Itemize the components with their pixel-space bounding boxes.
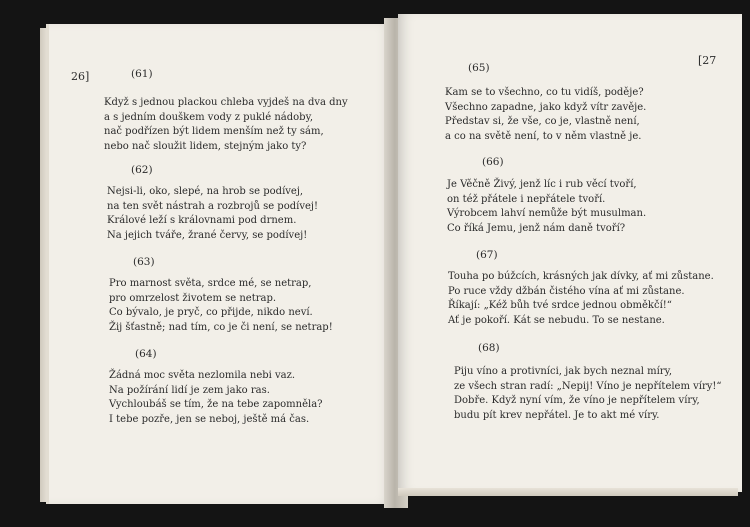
poem-number: (64) [135, 348, 157, 360]
poem-number: (61) [131, 68, 153, 80]
poem-line: Žádná moc světa nezlomila nebi vaz. [109, 370, 296, 381]
poem-number: (65) [468, 62, 490, 74]
poem-line: Když s jednou plackou chleba vyjdeš na dva dny [104, 97, 348, 108]
poem-line: I tebe pozře, jen se neboj, ještě má čas. [109, 413, 310, 425]
poem-line: Dobře. Když nyní vím, že víno je nepřítelem víry, [454, 395, 700, 407]
poem-61 [131, 68, 153, 90]
poem-line: na ten svět nástrah a rozbrojů se podívej! [107, 200, 319, 212]
poem-line: Piju víno a protivníci, jak bych neznal míry, [454, 366, 673, 377]
poem-line: Říkají: „Kéž bůh tvé srdce jednou obměkčí!“ [448, 300, 672, 312]
poem-63 [133, 256, 155, 278]
poem-67-text [448, 270, 714, 328]
poem-line: pro omrzelost životem se netrap. [109, 292, 277, 304]
poem-line: ze všech stran radí: „Nepij! Víno je nepřítelem víry!“ [454, 380, 722, 392]
poem-61-text [104, 96, 348, 154]
poem-line: budu pít krev nepřátel. Je to akt mé víry. [454, 409, 660, 421]
poem-line: Pro marnost světa, srdce mé, se netrap, [109, 278, 312, 289]
left-page [46, 24, 393, 504]
left-page-number: 26] [71, 70, 90, 83]
poem-66-text [447, 178, 646, 236]
poem-number: (63) [133, 256, 155, 268]
poem-68-text [454, 365, 722, 423]
poem-67 [476, 249, 498, 271]
poem-number: (62) [131, 164, 153, 176]
poem-line: nač podřízen být lidem menším než ty sám, [104, 126, 324, 138]
poem-line: on též přátele i nepřátele tvoří. [447, 193, 606, 205]
poem-62 [131, 164, 153, 186]
poem-number: (67) [476, 249, 498, 261]
right-page-number: [27 [698, 54, 717, 67]
poem-line: a co na světě není, to v něm vlastně je. [445, 130, 642, 142]
poem-line: Žij šťastně; nad tím, co je či není, se netrap! [109, 321, 333, 333]
poem-63-text [109, 277, 333, 335]
poem-line: Nejsi-li, oko, slepé, na hrob se podívej, [107, 186, 304, 197]
poem-64-text [109, 369, 323, 427]
poem-line: Všechno zapadne, jako když vítr zavěje. [445, 101, 647, 113]
poem-line: Představ si, že vše, co je, vlastně není, [445, 116, 640, 128]
right-page-edges [398, 488, 738, 496]
poem-line: Výrobcem lahví nemůže být musulman. [447, 208, 647, 220]
poem-line: Co bývalo, je pryč, co přijde, nikdo neví. [109, 307, 313, 319]
poem-line: Po ruce vždy džbán čistého vína ať mi zůstane. [448, 285, 685, 297]
poem-66 [482, 156, 504, 178]
poem-line: Na jejich tváře, žrané červy, se podívej! [107, 229, 308, 241]
poem-64 [135, 348, 157, 370]
poem-line: Na požírání lidí je zem jako ras. [109, 384, 270, 396]
poem-number: (68) [478, 342, 500, 354]
poem-line: Co říká Jemu, jenž nám daně tvoří? [447, 222, 626, 234]
poem-line: a s jedním douškem vody z puklé nádoby, [104, 111, 314, 123]
poem-65-text [445, 86, 646, 144]
poem-line: Vychloubáš se tím, že na tebe zapomněla? [109, 399, 323, 411]
poem-line: Je Věčně Živý, jenž líc i rub věcí tvoří, [447, 179, 637, 190]
poem-line: Kam se to všechno, co tu vidíš, poděje? [445, 87, 644, 98]
poem-68 [478, 342, 500, 364]
poem-line: nebo nač sloužit lidem, stejným jako ty? [104, 140, 307, 152]
poem-line: Touha po búžcích, krásných jak dívky, ať mi zůstane. [448, 271, 714, 282]
poem-62-text [107, 185, 318, 243]
poem-65 [468, 62, 490, 84]
right-page [398, 14, 742, 492]
poem-line: Ať je pokoří. Kát se nebudu. To se nestane. [448, 314, 665, 326]
poem-line: Králové leží s královnami pod drnem. [107, 215, 297, 227]
poem-number: (66) [482, 156, 504, 168]
